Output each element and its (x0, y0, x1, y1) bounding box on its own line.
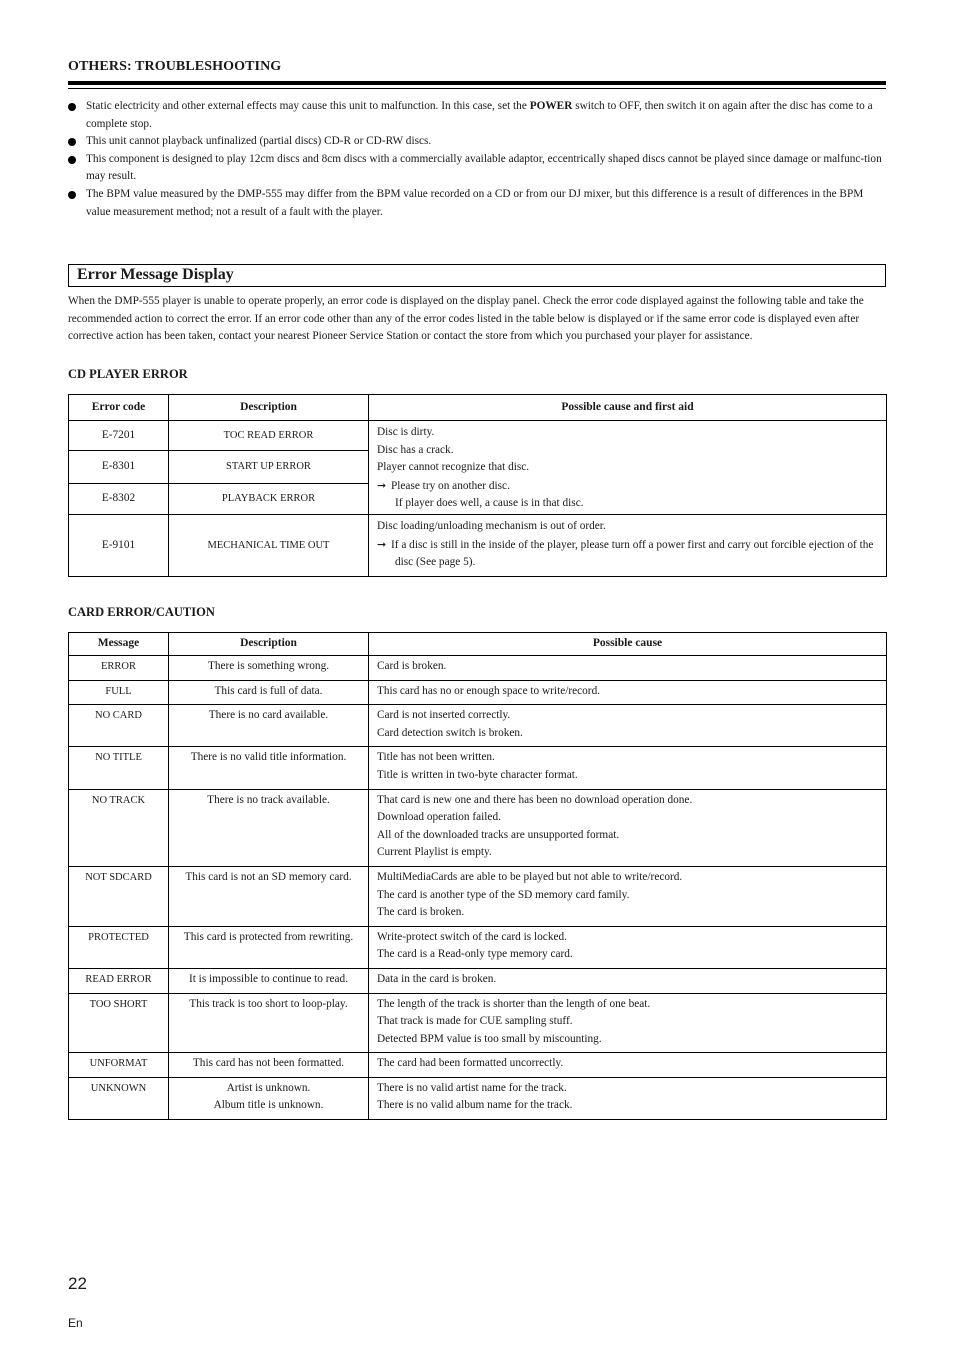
error-code-cell: E-9101 (69, 515, 169, 577)
card-error-table (68, 632, 887, 1120)
table-row (69, 1077, 887, 1119)
description-cell: This card has not been formatted. (169, 1053, 369, 1078)
arrow-icon: ➞ (377, 478, 387, 492)
cause-cell: Disc is dirty. Disc has a crack. Player cannot recognize that disc. ➞ Please try on another disc. If player does well, a cause is in that disc. (369, 421, 887, 515)
table-row (69, 993, 887, 1053)
message-cell: UNFORMAT (69, 1053, 169, 1078)
cause-cell: Card is not inserted correctly. Card detection switch is broken. (369, 705, 887, 747)
cd-table-label: CD PLAYER ERROR (68, 367, 188, 381)
cause-cell: The length of the track is shorter than the length of one beat. That track is made for CUE sampling stuff. Detected BPM value is too small by miscounting. (369, 993, 887, 1053)
cause-cell: Card is broken. (369, 656, 887, 681)
table-header-row (69, 633, 887, 656)
description-cell: MECHANICAL TIME OUT (169, 515, 369, 577)
description-cell: There is no card available. (169, 705, 369, 747)
cause-cell: Disc loading/unloading mechanism is out of order. ➞ If a disc is still in the inside of the player, please turn off a power first and carry out forcible ejection of the disc (See page 5). (369, 515, 887, 577)
bullet-icon (68, 138, 76, 146)
bullet-list (68, 98, 886, 221)
column-header: Error code (69, 395, 169, 421)
error-message-heading: Error Message Display (77, 266, 234, 283)
cause-cell: Write-protect switch of the card is locked. The card is a Read-only type memory card. (369, 926, 887, 968)
table-row (69, 968, 887, 993)
message-cell: PROTECTED (69, 926, 169, 968)
table-row (69, 421, 887, 451)
cause-cell: Title has not been written. Title is written in two-byte character format. (369, 747, 887, 789)
bullet-item: This unit cannot playback unfinalized (partial discs) CD-R or CD-RW discs. (68, 133, 886, 151)
header-rule-thick (68, 81, 886, 85)
error-code-cell: E-8301 (69, 451, 169, 484)
table-row (69, 926, 887, 968)
description-cell: It is impossible to continue to read. (169, 968, 369, 993)
cause-cell: This card has no or enough space to write/record. (369, 680, 887, 705)
column-header: Description (169, 395, 369, 421)
description-cell: There is something wrong. (169, 656, 369, 681)
table-row (69, 515, 887, 577)
table-row (69, 705, 887, 747)
column-header: Description (169, 633, 369, 656)
cause-cell: The card had been formatted uncorrectly. (369, 1053, 887, 1078)
section-title: OTHERS: TROUBLESHOOTING (68, 59, 282, 74)
cause-cell: MultiMediaCards are able to be played but not able to write/record. The card is another type of the SD memory card family. The card is broken. (369, 866, 887, 926)
header-rule-thin (68, 88, 886, 89)
column-header: Message (69, 633, 169, 656)
bullet-icon (68, 103, 76, 111)
bullet-item: This component is designed to play 12cm discs and 8cm discs with a commercially available adaptor, eccentrically shaped discs cannot be played since damage or malfunc-tion may result. (68, 151, 886, 186)
message-cell: READ ERROR (69, 968, 169, 993)
message-cell: UNKNOWN (69, 1077, 169, 1119)
cd-error-table (68, 394, 887, 577)
bullet-item: The BPM value measured by the DMP-555 may differ from the BPM value recorded on a CD or from our DJ mixer, but this difference is a result of differences in the BPM value measurement method; not a result of a fault with the player. (68, 186, 886, 221)
error-code-cell: E-7201 (69, 421, 169, 451)
description-cell: This track is too short to loop-play. (169, 993, 369, 1053)
cause-cell: That card is new one and there has been no download operation done. Download operation failed. All of the downloaded tracks are unsupported format. Current Playlist is empty. (369, 789, 887, 866)
column-header: Possible cause and first aid (369, 395, 887, 421)
message-cell: NOT SDCARD (69, 866, 169, 926)
table-header-row (69, 395, 887, 421)
bullet-item: Static electricity and other external effects may cause this unit to malfunction. In this case, set the POWER switch to OFF, then switch it on again after the disc has come to a complete stop. (68, 98, 886, 133)
description-cell: This card is full of data. (169, 680, 369, 705)
table-row (69, 680, 887, 705)
language-label: En (68, 1316, 83, 1330)
error-message-heading-box (68, 264, 886, 287)
description-cell: Artist is unknown. Album title is unknown. (169, 1077, 369, 1119)
description-cell: PLAYBACK ERROR (169, 484, 369, 515)
message-cell: NO TITLE (69, 747, 169, 789)
description-cell: TOC READ ERROR (169, 421, 369, 451)
description-cell: There is no track available. (169, 789, 369, 866)
table-row (69, 789, 887, 866)
message-cell: FULL (69, 680, 169, 705)
message-cell: NO TRACK (69, 789, 169, 866)
error-intro-paragraph: When the DMP-555 player is unable to operate properly, an error code is displayed on the display panel. Check the error code displayed against the following table and take the recommended action to correct the error. If an error code other than any of the error codes listed in the table below is displayed or if the same error code is displayed even after corrective action has been taken, contact your nearest Pioneer Service Station or contact the store from which you purchased your player for assistance. (68, 295, 864, 343)
page-number: 22 (68, 1274, 87, 1293)
arrow-icon: ➞ (377, 537, 387, 551)
card-table-label: CARD ERROR/CAUTION (68, 605, 215, 619)
table-row (69, 1053, 887, 1078)
description-cell: This card is protected from rewriting. (169, 926, 369, 968)
table-row (69, 866, 887, 926)
bullet-icon (68, 156, 76, 164)
description-cell: START UP ERROR (169, 451, 369, 484)
message-cell: ERROR (69, 656, 169, 681)
error-code-cell: E-8302 (69, 484, 169, 515)
cause-cell: Data in the card is broken. (369, 968, 887, 993)
table-row (69, 656, 887, 681)
column-header: Possible cause (369, 633, 887, 656)
bullet-icon (68, 191, 76, 199)
description-cell: This card is not an SD memory card. (169, 866, 369, 926)
message-cell: TOO SHORT (69, 993, 169, 1053)
description-cell: There is no valid title information. (169, 747, 369, 789)
message-cell: NO CARD (69, 705, 169, 747)
cause-cell: There is no valid artist name for the track. There is no valid album name for the track. (369, 1077, 887, 1119)
table-row (69, 747, 887, 789)
